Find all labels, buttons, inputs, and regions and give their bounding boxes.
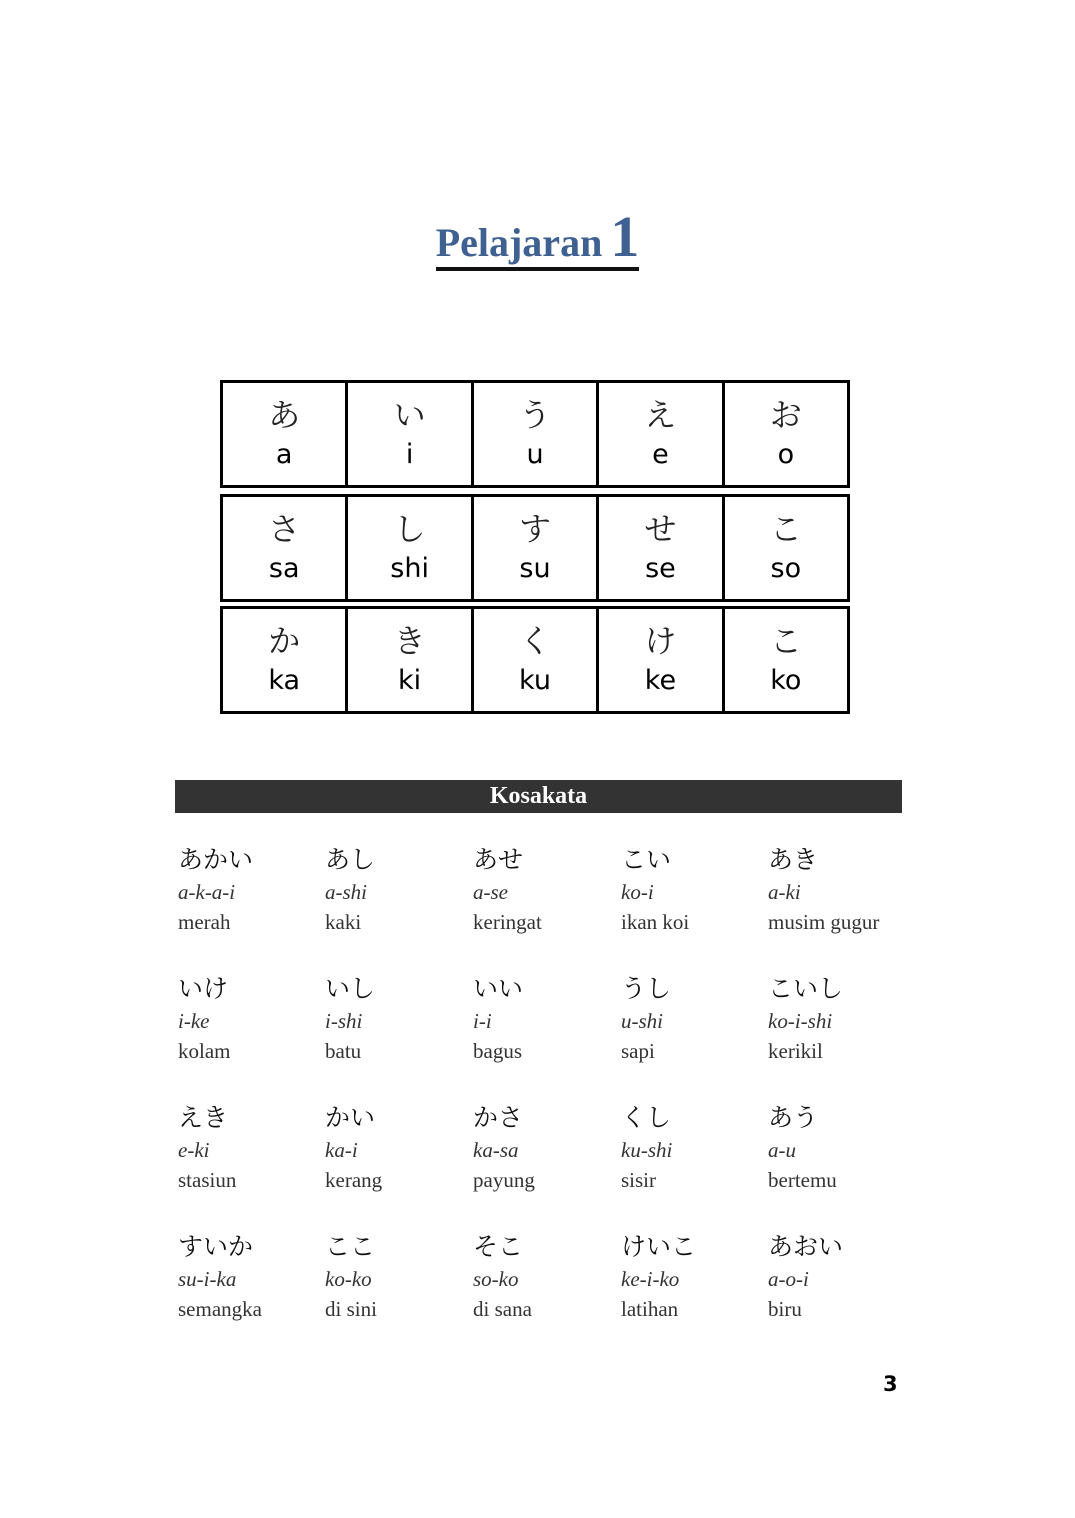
vocab-kana: あき	[768, 845, 819, 874]
vocab-kana: くし	[621, 1103, 672, 1132]
vocab-item	[325, 1103, 465, 1193]
vocab-meaning: kerikil	[768, 1039, 823, 1063]
vocab-romaji: so-ko	[473, 1267, 519, 1291]
vocab-kana: こい	[621, 845, 672, 874]
vocab-meaning: bertemu	[768, 1168, 837, 1192]
title-underlined	[435, 204, 640, 271]
vocab-item	[178, 1232, 318, 1322]
vocab-meaning: biru	[768, 1297, 802, 1321]
vocab-kana: えき	[178, 1103, 229, 1132]
vocab-item	[768, 845, 908, 935]
vocab-kana: いい	[473, 974, 524, 1003]
vocab-item	[325, 845, 465, 935]
page-title	[0, 204, 1075, 271]
vocab-item	[473, 1232, 613, 1322]
vocab-meaning: keringat	[473, 910, 542, 934]
vocab-item	[473, 974, 613, 1064]
kana-romaji: i	[405, 439, 414, 470]
kana-cell	[471, 609, 596, 711]
kana-romaji: ku	[519, 665, 551, 696]
vocab-meaning: musim gugur	[768, 910, 880, 934]
kana-char: せ	[644, 510, 677, 548]
vocab-romaji: ke-i-ko	[621, 1267, 680, 1291]
vocab-romaji: i-shi	[325, 1009, 363, 1033]
kana-cell	[722, 383, 847, 485]
vocab-kana: ここ	[325, 1232, 376, 1261]
kana-char: か	[268, 622, 301, 660]
vocab-romaji: u-shi	[621, 1009, 663, 1033]
vocab-romaji: ko-i	[621, 880, 654, 904]
vocab-kana: いし	[325, 974, 376, 1003]
vocab-meaning: di sana	[473, 1297, 532, 1321]
vocab-item	[178, 845, 318, 935]
vocab-romaji: e-ki	[178, 1138, 210, 1162]
vocab-item	[473, 845, 613, 935]
vocab-romaji: a-o-i	[768, 1267, 809, 1291]
kana-char: く	[519, 622, 552, 660]
vocab-item	[621, 1103, 761, 1193]
kana-romaji: se	[645, 553, 676, 584]
vocab-romaji: a-ki	[768, 880, 801, 904]
vocab-item	[621, 1232, 761, 1322]
kana-char: あ	[268, 396, 301, 434]
kana-cell	[722, 609, 847, 711]
vocab-kana: あかい	[178, 845, 254, 874]
kana-romaji: a	[275, 439, 293, 470]
vocab-meaning: stasiun	[178, 1168, 237, 1192]
kana-char: う	[519, 396, 552, 434]
vocab-romaji: ku-shi	[621, 1138, 673, 1162]
vocab-kana: けいこ	[621, 1232, 697, 1261]
vocab-meaning: sisir	[621, 1168, 657, 1192]
vocab-romaji: i-ke	[178, 1009, 210, 1033]
kana-cell	[471, 383, 596, 485]
vocab-kana: すいか	[178, 1232, 254, 1261]
kana-cell	[223, 383, 345, 485]
page-number: 3	[883, 1372, 898, 1396]
vocab-meaning: kaki	[325, 910, 362, 934]
vocab-item	[178, 1103, 318, 1193]
vocab-kana: そこ	[473, 1232, 524, 1261]
kana-char: け	[644, 622, 677, 660]
vocab-romaji: i-i	[473, 1009, 492, 1033]
kana-romaji: sa	[268, 553, 300, 584]
vocab-romaji: ko-ko	[325, 1267, 372, 1291]
kana-row-s	[220, 494, 850, 602]
title-number: 1	[610, 204, 640, 269]
vocab-romaji: a-u	[768, 1138, 796, 1162]
kana-romaji: ke	[644, 665, 677, 696]
kana-cell	[596, 497, 721, 599]
vocab-item	[621, 974, 761, 1064]
kosakata-heading: Kosakata	[175, 780, 902, 813]
vocab-kana: あせ	[473, 845, 524, 874]
vocab-romaji: su-i-ka	[178, 1267, 237, 1291]
vocab-kana: あおい	[768, 1232, 844, 1261]
vocab-meaning: di sini	[325, 1297, 377, 1321]
vocab-meaning: merah	[178, 910, 231, 934]
vocab-item	[768, 1232, 908, 1322]
vocab-romaji: a-se	[473, 880, 508, 904]
vocab-kana: いけ	[178, 974, 229, 1003]
vocab-kana: こいし	[768, 974, 844, 1003]
vocab-romaji: ka-sa	[473, 1138, 519, 1162]
vocab-meaning: kerang	[325, 1168, 383, 1192]
vocab-item	[325, 974, 465, 1064]
kana-cell	[471, 497, 596, 599]
kana-cell	[722, 497, 847, 599]
vocab-romaji: ka-i	[325, 1138, 358, 1162]
kana-romaji: o	[777, 439, 795, 470]
vocab-meaning: sapi	[621, 1039, 655, 1063]
vocab-meaning: kolam	[178, 1039, 231, 1063]
vocab-kana: うし	[621, 974, 672, 1003]
kana-romaji: su	[519, 553, 551, 584]
kana-romaji: u	[526, 439, 544, 470]
vocab-meaning: latihan	[621, 1297, 679, 1321]
vocab-kana: あし	[325, 845, 376, 874]
vocab-romaji: ko-i-shi	[768, 1009, 833, 1033]
vocab-kana: かさ	[473, 1103, 524, 1132]
kana-cell	[345, 497, 470, 599]
vocab-meaning: batu	[325, 1039, 362, 1063]
kana-romaji: so	[770, 553, 802, 584]
vocab-item	[178, 974, 318, 1064]
vocab-meaning: semangka	[178, 1297, 262, 1321]
kana-char: し	[393, 510, 426, 548]
kana-cell	[345, 383, 470, 485]
kana-char: い	[393, 396, 426, 434]
kana-char: す	[519, 510, 552, 548]
kana-romaji: shi	[390, 553, 429, 584]
kana-romaji: ki	[398, 665, 422, 696]
vocab-romaji: a-shi	[325, 880, 367, 904]
vocab-meaning: ikan koi	[621, 910, 690, 934]
kana-cell	[223, 497, 345, 599]
kana-char: え	[644, 396, 677, 434]
vocab-item	[325, 1232, 465, 1322]
vocab-kana: かい	[325, 1103, 376, 1132]
kana-char: お	[769, 396, 802, 434]
vocab-kana: あう	[768, 1103, 819, 1132]
kana-char: こ	[769, 622, 802, 660]
kana-romaji: ka	[268, 665, 301, 696]
kana-char: さ	[268, 510, 301, 548]
kana-char: こ	[769, 510, 802, 548]
kana-row-k	[220, 606, 850, 714]
kana-char: き	[393, 622, 426, 660]
vocab-romaji: a-k-a-i	[178, 880, 236, 904]
vocab-item	[768, 974, 908, 1064]
vocab-meaning: bagus	[473, 1039, 522, 1063]
kana-cell	[596, 609, 721, 711]
kana-romaji: e	[652, 439, 669, 470]
title-word: Pelajaran	[435, 220, 603, 265]
kana-row-vowels	[220, 380, 850, 488]
kana-romaji: ko	[770, 665, 802, 696]
vocab-item	[768, 1103, 908, 1193]
vocab-item	[621, 845, 761, 935]
kana-cell	[596, 383, 721, 485]
vocab-meaning: payung	[473, 1168, 535, 1192]
kana-cell	[223, 609, 345, 711]
vocab-item	[473, 1103, 613, 1193]
kana-cell	[345, 609, 470, 711]
